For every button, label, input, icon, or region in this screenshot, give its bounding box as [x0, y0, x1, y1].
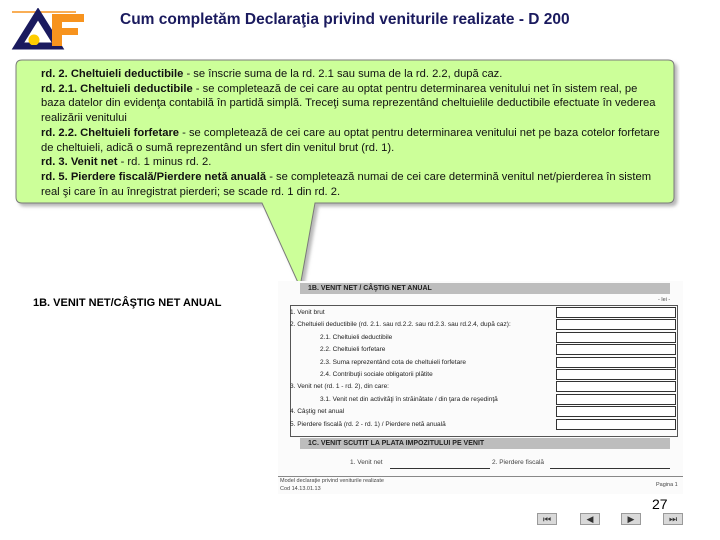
previous-slide-icon: ◀ [586, 513, 594, 524]
slide-number: 27 [652, 496, 668, 512]
form-row-value-cell [556, 419, 676, 430]
form-row-value-cell [556, 406, 676, 417]
last-slide-icon: ⏭ [668, 513, 678, 524]
callout-paragraph: rd. 2. Cheltuieli deductibile - se înscrie suma de la rd. 2.1 sau suma de la rd. 2.2, după caz. [41, 68, 503, 80]
first-slide-icon: ⏮ [542, 513, 552, 524]
callout-text [29, 67, 661, 199]
form-row-value-cell [556, 344, 676, 355]
unit-note: - lei - [658, 297, 671, 303]
form-row-value-cell [556, 381, 676, 392]
form-divider [278, 476, 683, 477]
callout-paragraph: rd. 5. Pierdere fiscală/Pierdere netă anuală - se completează numai de cei care determină venitul net/pierderea în sistem real şi care în au înregistrat pierderi; se scade rd. 1 din rd. 2. [41, 170, 652, 198]
form-row-label: 2. Cheltuieli deductibile (rd. 2.1. sau rd.2.2. sau rd.2.3. sau rd.2.4, după caz): [290, 321, 511, 329]
form-row-value-cell [556, 332, 676, 343]
form-row-label: 2.4. Contribuţii sociale obligatorii plătite [320, 371, 433, 378]
form-footer-code: Cod 14.13.01.13 [280, 486, 321, 492]
form-row-value-cell [556, 307, 676, 318]
next-slide-button[interactable] [621, 513, 641, 525]
section-label: 1B. VENIT NET/CÂŞTIG NET ANUAL [33, 297, 222, 309]
slide-title: Cum completăm Declaraţia privind veniturile realizate - D 200 [120, 11, 570, 28]
form-row-value-cell [556, 357, 676, 368]
last-slide-button[interactable] [663, 513, 683, 525]
form-header-1c: 1C. VENIT SCUTIT LA PLATA IMPOZITULUI PE VENIT [300, 438, 670, 449]
previous-slide-button[interactable] [580, 513, 600, 525]
form-row-value-cell [556, 319, 676, 330]
form-row-label: 2.3. Suma reprezentând cota de cheltuieli forfetare [320, 358, 466, 366]
form-header-1b: 1B. VENIT NET / CÂŞTIG NET ANUAL [300, 283, 670, 294]
venit-net-field [390, 459, 490, 469]
form-row-value-cell [556, 369, 676, 380]
form-row-label: 1. Venit brut [290, 309, 325, 316]
form-excerpt-image [278, 281, 683, 494]
form-footer-note: Model declaraţie privind veniturile realizate [280, 478, 384, 484]
pierdere-label: 2. Pierdere fiscală [492, 459, 545, 466]
callout-paragraph: rd. 2.2. Cheltuieli forfetare - se completează de cei care au optat pentru determinarea venitului net pe baza cotelor forfetare de cheltuieli, adică o sumă reprezentând un sfert din venitul brut (rd. 1). [41, 126, 660, 154]
form-row-label: 5. Pierdere fiscală (rd. 2 - rd. 1) / Pierdere netă anuală [290, 420, 446, 428]
first-slide-button[interactable] [537, 513, 557, 525]
form-page-label: Pagina 1 [656, 482, 678, 488]
form-row-value-cell [556, 394, 676, 405]
form-row-label: 3.1. Venit net din activităţi în străinătate / din ţara de reşedinţă [320, 395, 498, 403]
form-row-label: 3. Venit net (rd. 1 - rd. 2), din care: [290, 383, 389, 391]
form-row-label: 4. Câştig net anual [290, 408, 345, 416]
callout-paragraph: rd. 3. Venit net - rd. 1 minus rd. 2. [41, 156, 212, 169]
next-slide-icon: ▶ [627, 513, 635, 524]
form-row-label: 2.2. Cheltuieli forfetare [320, 346, 386, 354]
venit-net-label: 1. Venit net [350, 459, 383, 466]
form-row-label: 2.1. Cheltuieli deductibile [320, 333, 393, 341]
anaf-logo [6, 8, 86, 50]
pierdere-field [550, 459, 670, 469]
callout-paragraph: rd. 2.1. Cheltuieli deductibile - se completează de cei care au optat pentru determinarea venitului net în sistem real, pe baza datelor din evidenţa contabilă în partidă simplă. Treceţi suma reprezentând cheltuielile deductibile efectuate în vederea realizării venitului [41, 82, 656, 125]
